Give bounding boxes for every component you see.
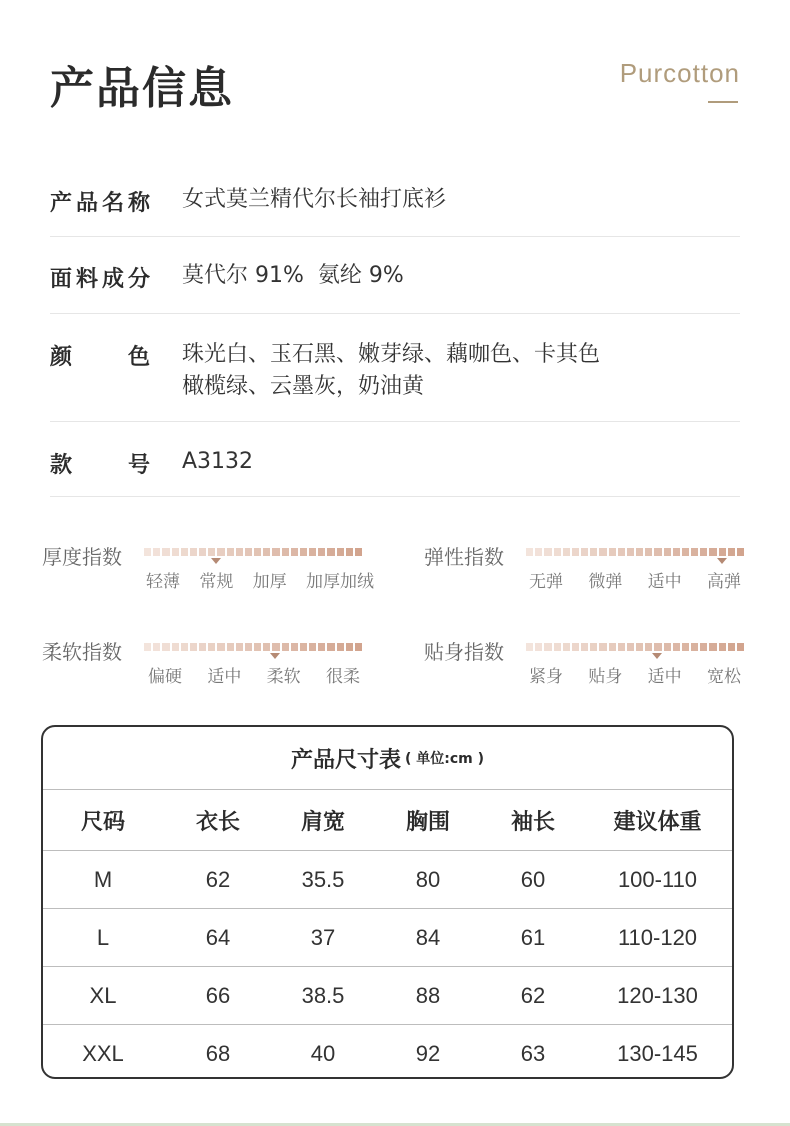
gauge-segment [199, 643, 206, 651]
size-table [43, 790, 732, 1079]
gauge-segment [737, 548, 744, 556]
gauge-segment [172, 643, 179, 651]
gauge-segment [544, 548, 551, 556]
label-char: 名 [101, 191, 124, 216]
tick: 无弹 [529, 572, 563, 592]
gauge-segment [162, 643, 169, 651]
gauge-segment [153, 548, 160, 556]
gauge-segment [700, 548, 707, 556]
gauge-segment [581, 548, 588, 556]
table-row [43, 1025, 732, 1080]
cell: 63 [520, 1040, 546, 1066]
gauge-segment [719, 643, 726, 651]
table-row [43, 851, 732, 909]
cell: XL [43, 967, 163, 1025]
index-fit-bar [526, 643, 744, 651]
gauge-segment [245, 643, 252, 651]
cell: 110-120 [583, 909, 732, 967]
gauge-segment [526, 643, 533, 651]
cell: 64 [163, 909, 273, 967]
gauge-segment [673, 548, 680, 556]
gauge-segment [245, 548, 252, 556]
info-label-color [50, 340, 150, 371]
info-value-name: 女式莫兰精代尔长袖打底衫 [182, 187, 447, 212]
gauge-segment [618, 643, 625, 651]
label-char: 料 [75, 267, 98, 292]
info-row-fabric [50, 236, 740, 314]
index-thickness-bar [144, 548, 362, 556]
gauge-segment [190, 548, 197, 556]
col-header: 建议体重 [583, 790, 732, 851]
gauge-segment [709, 643, 716, 651]
gauge-segment [590, 548, 597, 556]
gauge-segment [337, 548, 344, 556]
label-char: 成 [101, 267, 124, 292]
gauge-segment [309, 548, 316, 556]
col-header: 肩宽 [273, 790, 373, 851]
gauge-segment [217, 548, 224, 556]
col-header: 袖长 [483, 790, 583, 851]
gauge-segment [346, 643, 353, 651]
gauge-segment [208, 548, 215, 556]
table-row [43, 909, 732, 967]
page-title: 产品信息 [50, 63, 234, 114]
gauge-segment [609, 548, 616, 556]
gauge-segment [300, 643, 307, 651]
gauge-segment [282, 643, 289, 651]
gauge-segment [636, 643, 643, 651]
tick: 微弹 [588, 572, 623, 592]
info-row-name [50, 180, 740, 237]
gauge-segment [318, 548, 325, 556]
index-thickness-name: 厚度指数 [42, 545, 122, 569]
cell: 35.5 [273, 851, 373, 909]
cell: 80 [373, 851, 483, 909]
gauge-segment [664, 643, 671, 651]
index-elasticity-ticks [529, 567, 741, 592]
size-table-head-row [43, 790, 732, 851]
info-label-fabric [50, 262, 150, 293]
gauge-segment [554, 548, 561, 556]
col-header: 尺码 [43, 790, 163, 851]
cell: 40 [310, 1040, 336, 1066]
tick: 紧身 [529, 667, 563, 687]
cell: 61 [483, 909, 583, 967]
size-table-header [43, 727, 732, 790]
gauge-segment [181, 643, 188, 651]
gauge-segment [272, 548, 279, 556]
gauge-segment [190, 643, 197, 651]
cell: 84 [373, 909, 483, 967]
gauge-segment [654, 548, 661, 556]
gauge-segment [272, 643, 279, 651]
gauge-segment [172, 548, 179, 556]
info-value-color [182, 339, 702, 403]
gauge-segment [682, 548, 689, 556]
gauge-segment [544, 643, 551, 651]
gauge-segment [700, 643, 707, 651]
col-header: 胸围 [373, 790, 483, 851]
gauge-segment [300, 548, 307, 556]
index-fit-name: 贴身指数 [424, 640, 504, 664]
tick: 柔软 [266, 667, 301, 687]
gauge-segment [682, 643, 689, 651]
gauge-segment [581, 643, 588, 651]
gauge-segment [563, 643, 570, 651]
cell: 66 [163, 967, 273, 1025]
gauge-segment [654, 643, 661, 651]
label-char: 产 [50, 191, 73, 216]
gauge-segment [673, 643, 680, 651]
size-table-title: 产品尺寸表 [290, 747, 401, 773]
gauge-segment [599, 548, 606, 556]
index-softness-name: 柔软指数 [42, 640, 122, 664]
cell: M [43, 851, 163, 909]
gauge-segment [318, 643, 325, 651]
gauge-segment [217, 643, 224, 651]
index-thickness-ticks [146, 567, 374, 592]
gauge-segment [227, 548, 234, 556]
col-header: 衣长 [163, 790, 273, 851]
gauge-segment [162, 548, 169, 556]
index-thickness-marker [211, 558, 221, 564]
gauge-segment [728, 548, 735, 556]
gauge-segment [563, 548, 570, 556]
gauge-segment [181, 548, 188, 556]
info-row-style [50, 421, 740, 497]
gauge-segment [664, 548, 671, 556]
gauge-segment [599, 643, 606, 651]
label-char: 款 [50, 453, 73, 478]
cell: 100-110 [583, 851, 732, 909]
gauge-segment [355, 643, 362, 651]
gauge-segment [227, 643, 234, 651]
gauge-segment [737, 643, 744, 651]
tick: 适中 [647, 667, 682, 687]
gauge-segment [309, 643, 316, 651]
gauge-segment [645, 643, 652, 651]
gauge-segment [526, 548, 533, 556]
gauge-segment [554, 643, 561, 651]
cell: 37 [273, 909, 373, 967]
gauge-segment [327, 548, 334, 556]
gauge-segment [691, 548, 698, 556]
cell: L [43, 909, 163, 967]
gauge-segment [728, 643, 735, 651]
gauge-segment [535, 548, 542, 556]
brand-logo: Purcotton [619, 58, 740, 88]
size-table-unit: ( 单位:cm ) [404, 751, 485, 767]
table-row [43, 967, 732, 1025]
tick: 宽松 [706, 667, 741, 687]
label-char: 面 [50, 267, 73, 292]
cell: 68 [205, 1040, 231, 1066]
cell: 62 [163, 851, 273, 909]
gauge-segment [208, 643, 215, 651]
brand-underline [708, 101, 738, 103]
tick: 很柔 [325, 667, 360, 687]
gauge-segment [291, 548, 298, 556]
gauge-segment [535, 643, 542, 651]
info-value-style: A3132 [182, 449, 254, 474]
cell: 38.5 [273, 967, 373, 1025]
gauge-segment [618, 548, 625, 556]
gauge-segment [236, 643, 243, 651]
cell: 130-145 [617, 1040, 698, 1066]
gauge-segment [590, 643, 597, 651]
size-table-card [41, 725, 734, 1079]
cell: XXL [82, 1040, 124, 1066]
gauge-segment [254, 548, 261, 556]
tick: 轻薄 [146, 572, 180, 592]
tick: 适中 [207, 667, 242, 687]
gauge-segment [346, 548, 353, 556]
label-char: 颜 [50, 345, 73, 370]
cell: 88 [373, 967, 483, 1025]
index-fit-marker [652, 653, 662, 659]
info-row-color [50, 313, 740, 422]
index-softness-bar [144, 643, 362, 651]
gauge-segment [153, 643, 160, 651]
index-softness-ticks [148, 662, 360, 687]
index-softness-marker [270, 653, 280, 659]
gauge-segment [691, 643, 698, 651]
tick: 偏硬 [148, 667, 182, 687]
gauge-segment [645, 548, 652, 556]
gauge-segment [337, 643, 344, 651]
info-label-style [50, 448, 150, 479]
gauge-segment [572, 548, 579, 556]
gauge-segment [144, 548, 151, 556]
tick: 高弹 [706, 572, 741, 592]
cell: 62 [483, 967, 583, 1025]
gauge-segment [355, 548, 362, 556]
gauge-segment [327, 643, 334, 651]
tick: 常规 [199, 572, 234, 592]
index-elasticity-bar [526, 548, 744, 556]
gauge-segment [263, 548, 270, 556]
gauge-segment [144, 643, 151, 651]
tick: 适中 [647, 572, 682, 592]
info-value-fabric: 莫代尔 91% 氨纶 9% [182, 263, 404, 288]
tick: 加厚 [252, 572, 287, 592]
color-line-2: 橄榄绿、云墨灰，奶油黄 [182, 374, 425, 399]
label-char: 品 [75, 191, 98, 216]
gauge-segment [609, 643, 616, 651]
gauge-segment [282, 548, 289, 556]
label-char: 分 [127, 267, 150, 292]
gauge-segment [291, 643, 298, 651]
info-label-name [50, 186, 150, 217]
cell: 120-130 [583, 967, 732, 1025]
gauge-segment [572, 643, 579, 651]
gauge-segment [263, 643, 270, 651]
label-char: 号 [127, 453, 150, 478]
gauge-segment [254, 643, 261, 651]
label-char: 称 [127, 191, 150, 216]
tick: 贴身 [588, 667, 623, 687]
tick: 加厚加绒 [305, 572, 374, 592]
label-char: 色 [127, 345, 150, 370]
index-elasticity-marker [717, 558, 727, 564]
cell: 60 [483, 851, 583, 909]
gauge-segment [199, 548, 206, 556]
color-line-1: 珠光白、玉石黑、嫩芽绿、藕咖色、卡其色 [182, 342, 601, 367]
gauge-segment [719, 548, 726, 556]
gauge-segment [636, 548, 643, 556]
cell: 92 [415, 1040, 441, 1066]
gauge-segment [627, 643, 634, 651]
gauge-segment [627, 548, 634, 556]
gauge-segment [709, 548, 716, 556]
index-elasticity-name: 弹性指数 [424, 545, 504, 569]
index-fit-ticks [529, 662, 741, 687]
gauge-segment [236, 548, 243, 556]
